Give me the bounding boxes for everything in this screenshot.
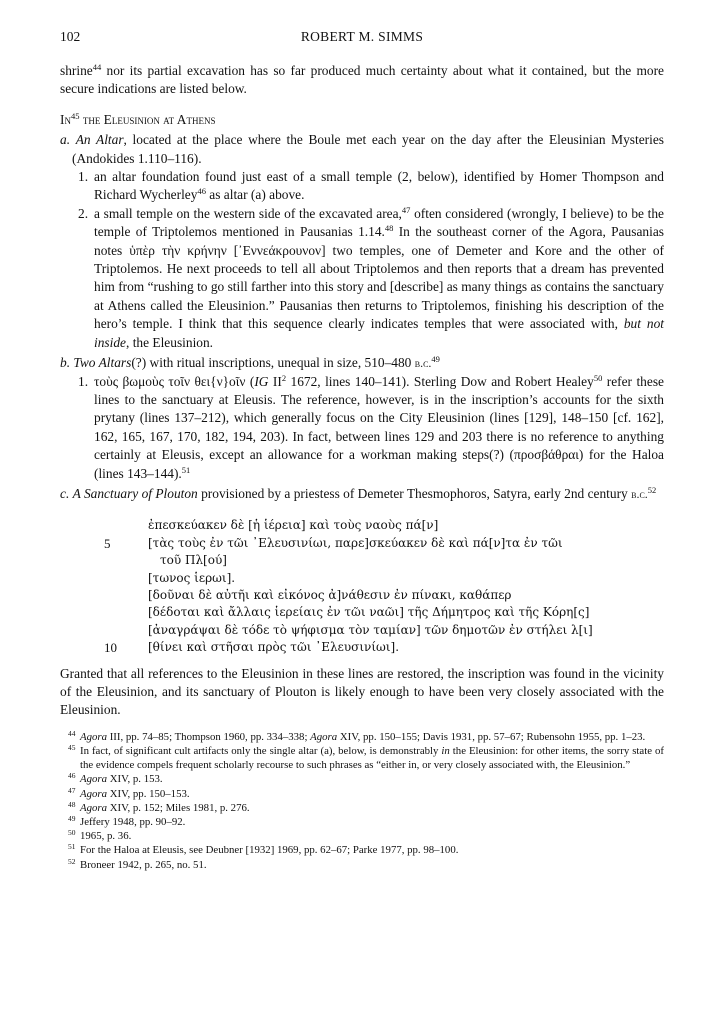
footnote-text: XIV, pp. 150–153. bbox=[107, 787, 190, 800]
footnote-text: XIV, p. 153. bbox=[107, 773, 163, 786]
inscription-text: [δέδοται καὶ ἄλλαις ἱερείαις ἐν τῶι ναῶι] τῆς Δήμητρος καὶ τῆς Κόρη[ς] bbox=[148, 605, 590, 620]
conclusion-paragraph: Granted that all references to the Eleusinion in these lines are restored, the inscription was found in the vicinity of the Eleusinion, and its sanctuary of Plouton is likely enough to have been very closely associated with the Eleusinion. bbox=[60, 665, 664, 718]
item-a bbox=[60, 131, 664, 168]
page-header bbox=[60, 28, 664, 50]
footnote-text: III, pp. 74–85; Thompson 1960, pp. 334–338; bbox=[107, 730, 311, 743]
footnote-text: Jeffery 1948, pp. 90–92. bbox=[80, 816, 186, 829]
sub-text: an altar foundation found just east of a small temple (2, below), identified by Homer Thompson and Richard Wycherley bbox=[94, 169, 664, 203]
sub-number: 2. bbox=[78, 205, 89, 221]
footnote-ref-49[interactable]: 49 bbox=[431, 354, 440, 365]
footnote-ref-51[interactable]: 51 bbox=[181, 464, 191, 475]
inscription-line bbox=[60, 604, 664, 621]
footnote-number: 44 bbox=[68, 728, 76, 738]
item-b-sub-1 bbox=[60, 373, 664, 483]
era-abbrev: b.c. bbox=[631, 486, 648, 501]
footnote-number: 46 bbox=[68, 771, 76, 781]
sub-text-cont: refer these lines to the sanctuary at Eleusis. The reference, however, is in the inscription’s accounts for the sixth prytany (lines 137–212), which generally focus on the City Eleusinion (lines [129], 148–150 [cf. 162], 162, 165, 167, 170, 182, 194, 203). In fact, between lines 129 and 203 there is no reference to anything certainly at Eleusis, except an allowance for a workman making steps(?) (προσβάθραι) for the Haloa (lines 143–144). bbox=[94, 373, 664, 481]
inscription-line bbox=[60, 639, 664, 656]
sub-number: 1. bbox=[78, 373, 89, 389]
intro-paragraph bbox=[60, 62, 664, 99]
line-number: 10 bbox=[104, 640, 117, 656]
footnote-ref-48[interactable]: 48 bbox=[384, 223, 394, 234]
sub-text-cont: as altar (a) above. bbox=[205, 187, 305, 203]
inscription-line bbox=[60, 552, 664, 569]
ig-abbrev: IG bbox=[254, 373, 269, 389]
footnote-ref-44[interactable]: 44 bbox=[92, 62, 102, 72]
agora-ref: Agora bbox=[80, 787, 107, 800]
footnote-number: 52 bbox=[68, 856, 76, 866]
footnote-49 bbox=[60, 815, 664, 829]
sub-number: 1. bbox=[78, 169, 89, 185]
footnote-ref-52[interactable]: 52 bbox=[647, 484, 657, 495]
inscription-text: ἐπεσκεύακεν δὲ [ἡ ἱέρεια] καὶ τοὺς ναοὺς πά[ν] bbox=[148, 518, 439, 533]
inscription-block bbox=[60, 517, 664, 656]
item-b-label: b. bbox=[60, 355, 71, 371]
inscription-line bbox=[60, 535, 664, 552]
footnote-ref-46[interactable]: 46 bbox=[197, 186, 206, 197]
ig-volume: II bbox=[268, 373, 282, 389]
footnote-text: 1965, p. 36. bbox=[80, 830, 132, 843]
page bbox=[60, 28, 664, 872]
footnote-52 bbox=[60, 858, 664, 872]
footnote-ref-45[interactable]: 45 bbox=[70, 110, 80, 121]
emphasis: in bbox=[441, 745, 450, 758]
greek-text: τοὺς βωμοὺς τοῖν θει{ν}οῖν ( bbox=[94, 373, 255, 389]
inscription-line bbox=[60, 570, 664, 587]
line-number: 5 bbox=[104, 535, 111, 551]
section-heading bbox=[60, 111, 664, 129]
inscription-text: [τὰς τοὺς ἐν τῶι ᾿Ελευσινίωι, παρε]σκεύακεν δὲ καὶ πά[ν]τα ἐν τῶι bbox=[148, 535, 563, 550]
intro-text: shrine bbox=[60, 63, 93, 78]
inscription-text: [ἀναγράψαι δὲ τόδε τὸ ψήφισμα τὸν ταμίαν] τῶν δημοτῶν ἐν στήλει λ[ι] bbox=[148, 622, 593, 637]
section-heading-text: the Eleusinion at Athens bbox=[79, 111, 216, 127]
footnote-ref-50[interactable]: 50 bbox=[593, 372, 603, 383]
item-a-text: , located at the place where the Boule met each year on the day after the Eleusinian Mysteries (Andokides 1.110–116). bbox=[72, 132, 664, 166]
footnote-48 bbox=[60, 801, 664, 815]
item-a-title: An Altar bbox=[75, 132, 124, 148]
emphasis: but not inside bbox=[94, 316, 664, 350]
footnote-number: 51 bbox=[68, 842, 76, 852]
era-abbrev: b.c. bbox=[414, 356, 432, 371]
sub-text-cont: , the Eleusinion. bbox=[126, 334, 214, 350]
agora-ref: Agora bbox=[80, 801, 107, 814]
footnote-46 bbox=[60, 772, 664, 786]
footnote-47 bbox=[60, 787, 664, 801]
item-c bbox=[60, 485, 664, 503]
item-a-sub-1 bbox=[60, 168, 664, 205]
sub-text-cont: In the southeast corner of the Agora, Pausanias notes ὑπὲρ τὴν κρήνην [᾿Εννεάκρουνον] two temples, one of Demeter and Kore and the other of Triptolemos. He next proceeds to tell all about Triptolemos and then reports that a dream has prevented him from “rushing to go still farther into this story and [describe] as many things as contains the sanctuary at Athens called the Eleusinion.” Pausanias then returns to Triptolemos, finishing his description of the hero’s temple. I think that this sequence clearly indicates temples that were associated with, bbox=[94, 224, 664, 332]
inscription-text: [δοῦναι δὲ αὐτῆι καὶ εἰκόνος ἀ]νάθεσιν ἐν πίνακι, καθάπερ bbox=[148, 587, 512, 602]
footnote-number: 45 bbox=[68, 743, 76, 753]
sub-text: 1672, lines 140–141). Sterling Dow and Robert Healey bbox=[286, 373, 594, 389]
footnote-text: the Eleusinion: for other items, the sorry state of the evidence compels frequent scholarly recourse to such phrases as “either in, or very closely associated with, the Eleusinion.” bbox=[80, 745, 664, 772]
agora-ref: Agora bbox=[80, 730, 107, 743]
item-b bbox=[60, 354, 664, 372]
footnote-50 bbox=[60, 829, 664, 843]
item-c-title: A Sanctuary of Plouton bbox=[72, 485, 198, 501]
inscription-text: [θίνει καὶ στῆσαι πρὸς τῶι ᾿Ελευσινίωι]. bbox=[148, 640, 400, 655]
footnote-number: 49 bbox=[68, 814, 76, 824]
footnote-number: 48 bbox=[68, 799, 76, 809]
inscription-text: [τωνος ἱερωι]. bbox=[148, 570, 236, 585]
ig-edition: 2 bbox=[281, 372, 287, 383]
item-a-sub-2 bbox=[60, 205, 664, 352]
inscription-text: τοῦ Πλ[ού] bbox=[160, 553, 227, 568]
item-c-text: provisioned by a priestess of Demeter Thesmophoros, Satyra, early 2nd century bbox=[197, 485, 632, 501]
sub-text-cont: often considered (wrongly, I believe) to be the temple of Triptolemos mentioned in Pausanias 1.14. bbox=[94, 205, 665, 240]
footnote-text: For the Haloa at Eleusis, see Deubner [1932] 1969, pp. 62–67; Parke 1977, pp. 98–100. bbox=[80, 844, 459, 857]
agora-ref: Agora bbox=[310, 730, 338, 743]
item-c-label: c. bbox=[60, 485, 70, 501]
footnote-number: 47 bbox=[68, 785, 76, 795]
footnote-number: 50 bbox=[68, 828, 76, 838]
intro-text-cont: nor its partial excavation has so far produced much certainty about what it contained, but the more secure indications are listed below. bbox=[60, 63, 664, 97]
section-heading-in: In bbox=[60, 111, 71, 127]
footnote-45 bbox=[60, 744, 664, 772]
item-b-title: Two Altars bbox=[73, 355, 132, 371]
sub-text: a small temple on the western side of the excavated area, bbox=[94, 205, 402, 221]
footnote-51 bbox=[60, 843, 664, 857]
footnote-text: Broneer 1942, p. 265, no. 51. bbox=[80, 858, 207, 871]
running-head: ROBERT M. SIMMS bbox=[300, 29, 424, 44]
footnote-text: XIV, p. 152; Miles 1981, p. 276. bbox=[107, 801, 250, 814]
item-a-label: a. bbox=[60, 132, 71, 148]
footnote-44 bbox=[60, 730, 664, 744]
agora-ref: Agora bbox=[80, 773, 107, 786]
item-b-text: (?) with ritual inscriptions, unequal in size, 510–480 bbox=[131, 355, 415, 371]
page-number: 102 bbox=[60, 29, 81, 44]
inscription-line bbox=[60, 587, 664, 604]
footnotes bbox=[60, 730, 664, 872]
inscription-line bbox=[60, 517, 664, 534]
inscription-line bbox=[60, 622, 664, 639]
footnote-text: In fact, of significant cult artifacts only the single altar (a), below, is demonstrably bbox=[80, 745, 442, 758]
footnote-ref-47[interactable]: 47 bbox=[401, 204, 411, 215]
footnote-text: XIV, pp. 150–155; Davis 1931, pp. 57–67; Rubensohn 1955, pp. 1–23. bbox=[337, 730, 646, 743]
